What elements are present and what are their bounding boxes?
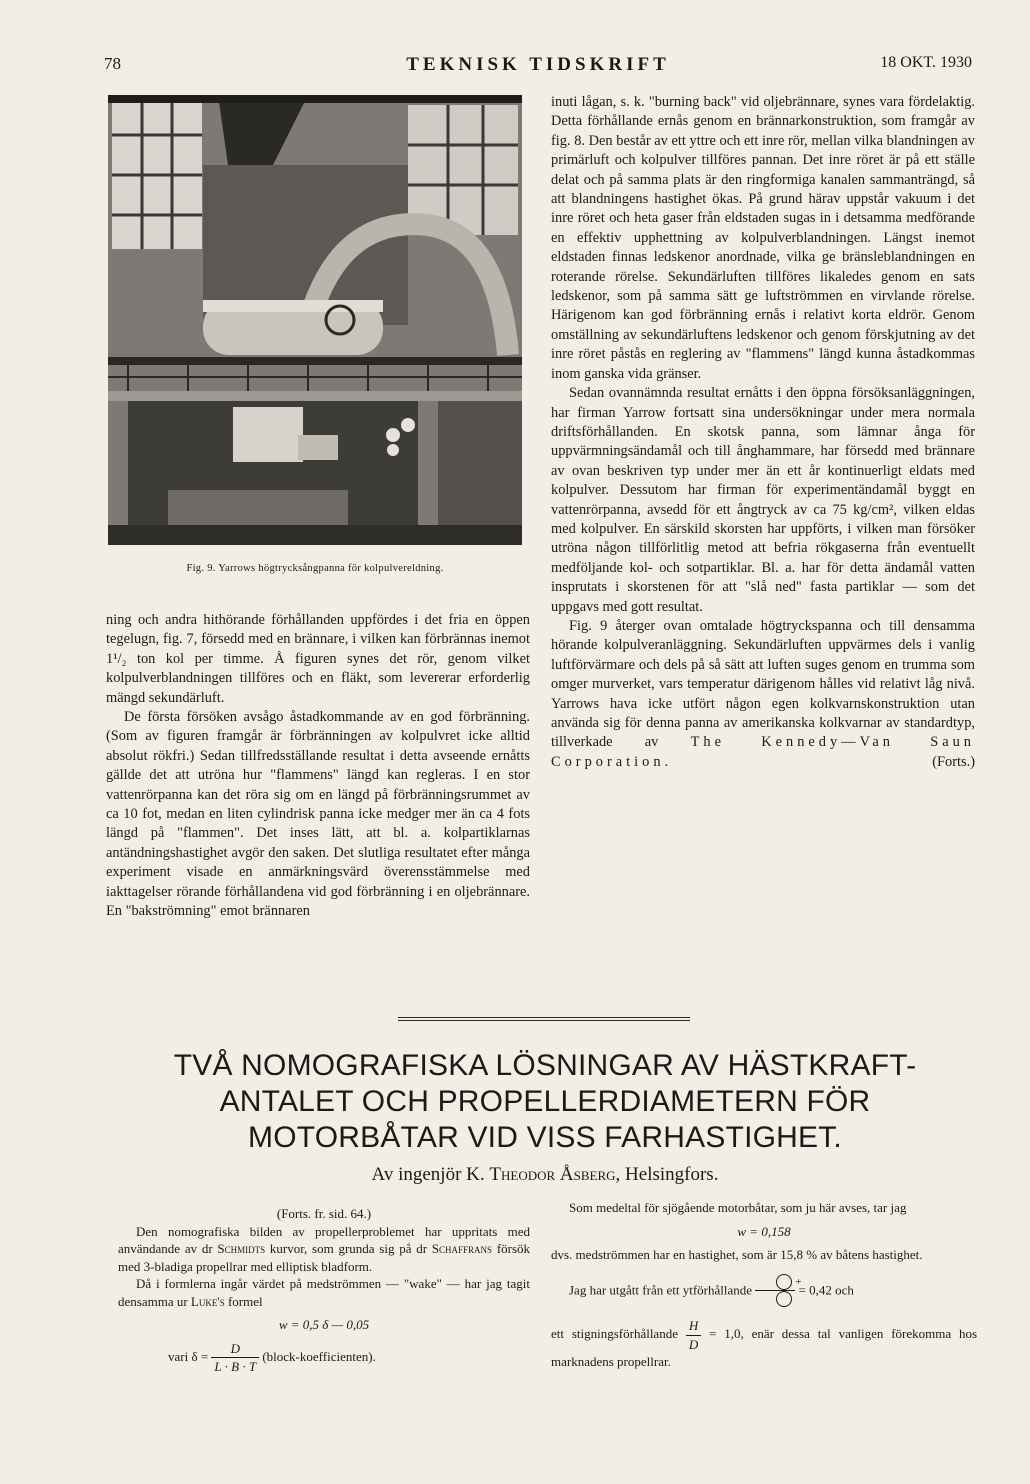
pitch-ratio-fraction [686,1317,701,1353]
continued-note: (Forts.) [932,753,975,770]
paragraph: Sedan ovannämnda resultat ernåtts i den öppna försöksanläggningen, har firman Yarrow fortsatt sina undersökningar under mera normala driftsförhållanden. En skotsk panna, som lämnar ånga för uppvärmningsändamål och till ånghammare, har försedd med brännare av ovan beskriven typ under mer än ett år kontinuerligt eldats med kolpulver. Dessutom har firman för experimentändamål byggt en vattenrörpanna, avsedd för ett ångtryck av ca 75 kg/cm², vilken eldas med kolpulver. En särskild skorsten har uppförts, i vilken man försöker utröna någon tillförlitlig metod att befria rökgaserna från eventuellt medföljande kol- och sotpartiklar. Bl. a. har för detta ändamål vatten insprutats i skorstenen för att "slå ned" fasta partiklar — som det uppgavs med gott resultat. [551,385,975,615]
section-divider [398,1020,690,1021]
paragraph [551,617,975,772]
wake-value: w = 0,158 [737,1223,791,1239]
issue-date: 18 OKT. 1930 [880,54,972,71]
article-title-line: ANTALET OCH PROPELLERDIAMETERN FÖR [219,1085,871,1118]
article-left-column [118,1205,530,1376]
boiler-photograph-drawing [108,95,522,545]
byline-prefix: Av ingenjör K. [371,1164,485,1185]
paragraph: De första försöken avsågo åstadkommande av en god förbränning. (Som av figuren framgår är förbränningen av kolpulvret icke alltid absolut rökfri.) Sedan tillfredsställande resultat i detta avseende ernåtts gällde det att utröna hur "flammens" längd kan regleras. I en stor vattenrörpanna kan det röra sig om en längd på förbränningsrummet av ca 10 fot, medan en liten cylindrisk panna icke medger mer än ca 4 fots längd på "flammen". Det inses lätt, att bl. a. kolpartiklarnas antändningshastighet avgör den saken. Det slutliga resultatet efter många experiment visade en anmärkningsvärd överensstämmelse med iakttagelser rörande förhållandena vid god förbränning i en oljebrännare. En "bakströmning" emot brännaren [106,709,530,920]
formula-label: vari δ = [168,1348,209,1364]
text-run: = 1,0, enär dessa tal vanligen förekomma hos marknadens propellrar. [551,1325,978,1369]
text-run: Jag har utgått från ett ytförhållande [569,1282,753,1298]
fraction-numerator: H [686,1317,701,1336]
page-number: 78 [104,54,121,73]
person-name: Luke's [190,1293,225,1309]
paragraph [118,1223,530,1276]
journal-title: TEKNISK TIDSKRIFT [406,54,670,75]
circle-icon [776,1291,792,1307]
wake-formula: w = 0,5 δ — 0,05 [278,1317,370,1332]
running-head [104,54,972,80]
byline [100,1164,990,1186]
fraction-denominator: D [688,1336,699,1352]
article-title-line: MOTORBÅTAR VID VISS FARHASTIGHET. [248,1121,842,1154]
continued-from: (Forts. fr. sid. 64.) [276,1206,372,1221]
text-run: försök med 3-bladiga propellrar med elliptisk bladform. [118,1241,531,1274]
fraction [211,1340,259,1376]
text-run: Då i formlerna ingår värdet på medströmmen — "wake" — har jag tagit densamma ur [118,1276,530,1309]
text-run: kurvor, som grunda sig på dr [269,1241,428,1256]
author-name: Theodor Åsberg [489,1164,616,1185]
paragraph [551,1317,977,1371]
section-divider [398,1017,690,1018]
paragraph [118,1275,530,1310]
article-title-line: TVÅ NOMOGRAFISKA LÖSNINGAR AV HÄSTKRAFT- [173,1049,917,1082]
text-run: = 0,42 och [798,1282,854,1298]
paragraph-text: Fig. 9 återger ovan omtalade högtryckspanna och till densamma hörande kolpulveranläggning. Sekundärluften uppvärmes dels i vanlig luftförvärmare och dels på så sätt att luften suges genom en trumma som omger murverket, vars temperatur därigenom hålles vid relativt låg nivå. Yarrows hava icke utfört någon egen kolkvarnskonstruktion utan använda sig för denna panna av amerikanska kolkvarnar av standardtyp, tillverkade av [551,617,975,751]
cross-circle-icon: + [776,1274,792,1290]
article-title [100,1048,990,1156]
fraction-denominator: L · B · T [214,1359,257,1374]
article-right-column [551,1199,977,1371]
figure-caption: Fig. 9. Yarrows högtrycksångpanna för kolpulvereldning. [186,563,444,574]
fraction-numerator: D [211,1340,259,1359]
paragraph: dvs. medströmmen har en hastighet, som är 15,8 % av båtens hastighet. [551,1247,923,1262]
right-column [551,93,975,772]
text-run: Den nomografiska bilden av propellerproblemet har uppritats med användande av dr [118,1223,530,1256]
paragraph: Som medeltal för sjögående motorbåtar, som ju här avses, tar jag [569,1200,907,1215]
person-name: Schaffrans [431,1241,493,1256]
text-run: ett stigningsförhållande [551,1325,678,1341]
paragraph: ning och andra hithörande förhållanden uppfördes i det fria en öppen tegelugn, fig. 7, försedd med en brännare, i vilken kan förbrännas inemot 1¹/₂ ton kol per timme. Å figuren synes det rör, genom vilket kolpulverblandningen tillföres och en fläkt, som levererar erforderlig mängd sekundärluft. [106,612,530,706]
company-name: The Kennedy—Van Saun Corporation. [551,734,975,770]
block-coefficient-formula [118,1340,530,1376]
paragraph: inuti lågan, s. k. "burning back" vid oljebrännare, synes vara fördelaktig. Detta förhållande ernås genom en brännarkonstruktion, som framgår av fig. 8. Den består av ett yttre och ett inre rör, mellan vilka blandningen av primärluft och kolpulver tillföres pannan. Det inre röret är på ett ställe delat och på samma plats är den ringformiga kanalen sammanträngd, så att blandningens hastighet ökas. På grund härav uppstår vakuum i det inre röret och heta gaser från eldstaden sugas in i detsamma medförande en effektiv upphettning av kolpulverblandningen. Längst inemot eldstaden finnas ledskenor anordnade, vilka ge bränsleblandningen en roterande rörelse. Sekundärluften tillföres likaledes genom en sats ledskenor, som på samma sätt ge luftströmmen en virvlande rörelse. Härigenom kan god förbränning ernås i relativt korta eldrör. Genom omställning av sekundärluftens ledskenor och genom förskjutning av det inre röret påstås en reglering av "flammens" längd kunna åstadkommas inom ganska vida gränser. [551,94,975,382]
boiler-photograph [108,95,522,545]
text-run: formel [227,1293,263,1309]
paragraph [551,1272,977,1312]
left-column [106,611,530,922]
formula-note: (block-koefficienten). [262,1348,376,1364]
byline-place: , Helsingfors. [615,1164,719,1185]
person-name: Schmidts [217,1241,266,1256]
area-ratio-fraction [755,1272,802,1312]
